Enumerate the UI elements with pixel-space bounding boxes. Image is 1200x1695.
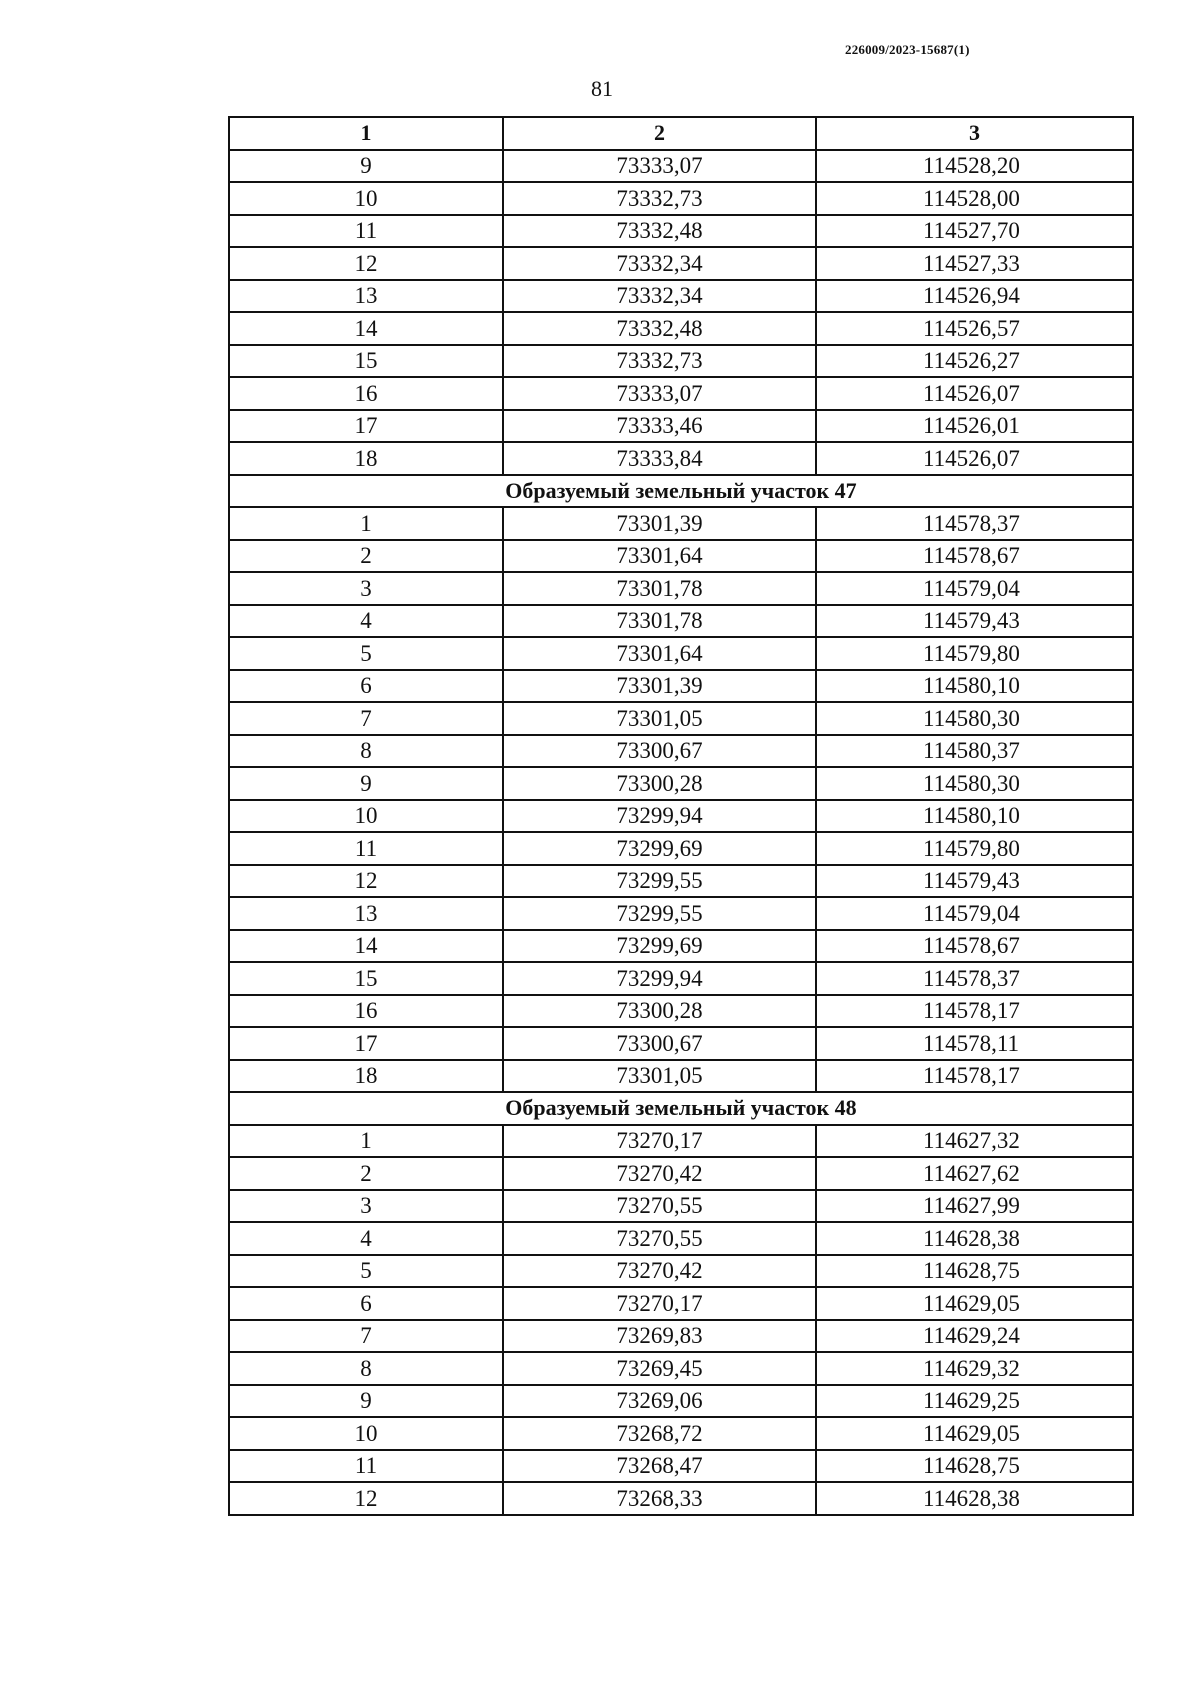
table-header [229, 117, 1133, 150]
x-coordinate-cell: 73300,28 [503, 767, 816, 800]
x-coordinate-cell: 73332,73 [503, 182, 816, 215]
x-coordinate-cell: 73299,69 [503, 832, 816, 865]
y-coordinate-cell: 114578,37 [816, 507, 1133, 540]
y-coordinate-cell: 114578,67 [816, 930, 1133, 963]
y-coordinate-cell: 114579,43 [816, 605, 1133, 638]
point-number-cell: 18 [229, 442, 503, 475]
point-number-cell: 15 [229, 345, 503, 378]
y-coordinate-cell: 114578,11 [816, 1027, 1133, 1060]
y-coordinate-cell: 114579,43 [816, 865, 1133, 898]
page-number: 81 [591, 76, 613, 101]
point-number-cell: 11 [229, 832, 503, 865]
y-coordinate-cell: 114629,05 [816, 1287, 1133, 1320]
table-row [229, 1287, 1133, 1320]
table-row [229, 1417, 1133, 1450]
point-number-cell: 12 [229, 1482, 503, 1515]
x-coordinate-cell: 73332,48 [503, 215, 816, 248]
point-number-cell: 4 [229, 1222, 503, 1255]
y-coordinate-cell: 114629,24 [816, 1320, 1133, 1353]
table-row [229, 637, 1133, 670]
x-coordinate-cell: 73332,34 [503, 247, 816, 280]
point-number-cell: 16 [229, 377, 503, 410]
point-number-cell: 4 [229, 605, 503, 638]
y-coordinate-cell: 114578,17 [816, 1060, 1133, 1093]
point-number-cell: 13 [229, 280, 503, 313]
table-row [229, 735, 1133, 768]
table-row [229, 962, 1133, 995]
x-coordinate-cell: 73269,83 [503, 1320, 816, 1353]
y-coordinate-cell: 114629,25 [816, 1385, 1133, 1418]
x-coordinate-cell: 73269,45 [503, 1352, 816, 1385]
point-number-cell: 9 [229, 150, 503, 183]
point-number-cell: 8 [229, 735, 503, 768]
table-row [229, 410, 1133, 443]
point-number-cell: 14 [229, 312, 503, 345]
y-coordinate-cell: 114528,20 [816, 150, 1133, 183]
table-row [229, 247, 1133, 280]
x-coordinate-cell: 73270,17 [503, 1287, 816, 1320]
x-coordinate-cell: 73301,64 [503, 637, 816, 670]
table-row [229, 1190, 1133, 1223]
table-row [229, 280, 1133, 313]
table-row [229, 182, 1133, 215]
section-title: Образуемый земельный участок 47 [229, 475, 1133, 508]
table-row [229, 605, 1133, 638]
table-row [229, 1450, 1133, 1483]
x-coordinate-cell: 73300,67 [503, 735, 816, 768]
point-number-cell: 3 [229, 572, 503, 605]
document-id: 226009/2023-15687(1) [845, 42, 970, 57]
y-coordinate-cell: 114628,75 [816, 1450, 1133, 1483]
point-number-cell: 14 [229, 930, 503, 963]
table-row [229, 1482, 1133, 1515]
x-coordinate-cell: 73270,17 [503, 1125, 816, 1158]
point-number-cell: 7 [229, 702, 503, 735]
x-coordinate-cell: 73270,55 [503, 1222, 816, 1255]
point-number-cell: 9 [229, 1385, 503, 1418]
x-coordinate-cell: 73268,72 [503, 1417, 816, 1450]
x-coordinate-cell: 73301,39 [503, 670, 816, 703]
y-coordinate-cell: 114580,30 [816, 702, 1133, 735]
table-row [229, 897, 1133, 930]
table-row [229, 1385, 1133, 1418]
point-number-cell: 5 [229, 637, 503, 670]
point-number-cell: 12 [229, 865, 503, 898]
table-row [229, 702, 1133, 735]
y-coordinate-cell: 114580,30 [816, 767, 1133, 800]
x-coordinate-cell: 73332,48 [503, 312, 816, 345]
x-coordinate-cell: 73333,84 [503, 442, 816, 475]
y-coordinate-cell: 114579,04 [816, 572, 1133, 605]
table-row [229, 670, 1133, 703]
y-coordinate-cell: 114627,62 [816, 1157, 1133, 1190]
x-coordinate-cell: 73333,46 [503, 410, 816, 443]
point-number-cell: 9 [229, 767, 503, 800]
y-coordinate-cell: 114526,07 [816, 442, 1133, 475]
y-coordinate-cell: 114579,80 [816, 637, 1133, 670]
x-coordinate-cell: 73299,94 [503, 800, 816, 833]
x-coordinate-cell: 73268,33 [503, 1482, 816, 1515]
y-coordinate-cell: 114579,80 [816, 832, 1133, 865]
point-number-cell: 2 [229, 540, 503, 573]
table-row [229, 865, 1133, 898]
point-number-cell: 12 [229, 247, 503, 280]
y-coordinate-cell: 114579,04 [816, 897, 1133, 930]
table-row [229, 572, 1133, 605]
x-coordinate-cell: 73301,64 [503, 540, 816, 573]
table-row [229, 800, 1133, 833]
table-row [229, 995, 1133, 1028]
y-coordinate-cell: 114628,75 [816, 1255, 1133, 1288]
column-header-3: 3 [816, 117, 1133, 150]
point-number-cell: 7 [229, 1320, 503, 1353]
x-coordinate-cell: 73299,55 [503, 865, 816, 898]
x-coordinate-cell: 73301,39 [503, 507, 816, 540]
column-header-2: 2 [503, 117, 816, 150]
x-coordinate-cell: 73299,55 [503, 897, 816, 930]
y-coordinate-cell: 114628,38 [816, 1222, 1133, 1255]
x-coordinate-cell: 73332,73 [503, 345, 816, 378]
table-row [229, 1060, 1133, 1093]
column-header-1: 1 [229, 117, 503, 150]
point-number-cell: 8 [229, 1352, 503, 1385]
table-row [229, 930, 1133, 963]
y-coordinate-cell: 114526,27 [816, 345, 1133, 378]
table-row [229, 150, 1133, 183]
point-number-cell: 17 [229, 1027, 503, 1060]
y-coordinate-cell: 114526,01 [816, 410, 1133, 443]
point-number-cell: 10 [229, 1417, 503, 1450]
y-coordinate-cell: 114628,38 [816, 1482, 1133, 1515]
y-coordinate-cell: 114627,99 [816, 1190, 1133, 1223]
y-coordinate-cell: 114627,32 [816, 1125, 1133, 1158]
table-row [229, 345, 1133, 378]
y-coordinate-cell: 114528,00 [816, 182, 1133, 215]
table-row [229, 1157, 1133, 1190]
x-coordinate-cell: 73333,07 [503, 377, 816, 410]
y-coordinate-cell: 114578,37 [816, 962, 1133, 995]
y-coordinate-cell: 114629,05 [816, 1417, 1133, 1450]
point-number-cell: 17 [229, 410, 503, 443]
point-number-cell: 11 [229, 1450, 503, 1483]
x-coordinate-cell: 73301,05 [503, 1060, 816, 1093]
y-coordinate-cell: 114629,32 [816, 1352, 1133, 1385]
point-number-cell: 1 [229, 1125, 503, 1158]
point-number-cell: 13 [229, 897, 503, 930]
y-coordinate-cell: 114526,57 [816, 312, 1133, 345]
table-row [229, 1320, 1133, 1353]
point-number-cell: 15 [229, 962, 503, 995]
y-coordinate-cell: 114527,33 [816, 247, 1133, 280]
x-coordinate-cell: 73301,05 [503, 702, 816, 735]
section-header-row [229, 475, 1133, 508]
point-number-cell: 6 [229, 1287, 503, 1320]
y-coordinate-cell: 114526,07 [816, 377, 1133, 410]
x-coordinate-cell: 73333,07 [503, 150, 816, 183]
y-coordinate-cell: 114580,10 [816, 800, 1133, 833]
x-coordinate-cell: 73299,94 [503, 962, 816, 995]
point-number-cell: 18 [229, 1060, 503, 1093]
table-row [229, 442, 1133, 475]
point-number-cell: 11 [229, 215, 503, 248]
x-coordinate-cell: 73300,67 [503, 1027, 816, 1060]
table-row [229, 1352, 1133, 1385]
table-row [229, 540, 1133, 573]
table-body [229, 150, 1133, 1515]
y-coordinate-cell: 114527,70 [816, 215, 1133, 248]
y-coordinate-cell: 114578,17 [816, 995, 1133, 1028]
table-row [229, 1255, 1133, 1288]
page-number-wrapper [0, 76, 1200, 102]
point-number-cell: 3 [229, 1190, 503, 1223]
header-row [229, 117, 1133, 150]
point-number-cell: 10 [229, 182, 503, 215]
table-row [229, 1027, 1133, 1060]
x-coordinate-cell: 73270,42 [503, 1255, 816, 1288]
y-coordinate-cell: 114578,67 [816, 540, 1133, 573]
y-coordinate-cell: 114526,94 [816, 280, 1133, 313]
point-number-cell: 5 [229, 1255, 503, 1288]
coordinates-table [228, 116, 1134, 1516]
section-header-row [229, 1092, 1133, 1125]
section-title: Образуемый земельный участок 48 [229, 1092, 1133, 1125]
x-coordinate-cell: 73300,28 [503, 995, 816, 1028]
table-row [229, 1222, 1133, 1255]
y-coordinate-cell: 114580,37 [816, 735, 1133, 768]
table-row [229, 215, 1133, 248]
x-coordinate-cell: 73332,34 [503, 280, 816, 313]
x-coordinate-cell: 73299,69 [503, 930, 816, 963]
x-coordinate-cell: 73301,78 [503, 605, 816, 638]
point-number-cell: 1 [229, 507, 503, 540]
point-number-cell: 16 [229, 995, 503, 1028]
x-coordinate-cell: 73270,55 [503, 1190, 816, 1223]
table-row [229, 507, 1133, 540]
x-coordinate-cell: 73268,47 [503, 1450, 816, 1483]
table-row [229, 767, 1133, 800]
point-number-cell: 10 [229, 800, 503, 833]
table-row [229, 377, 1133, 410]
table-row [229, 832, 1133, 865]
y-coordinate-cell: 114580,10 [816, 670, 1133, 703]
point-number-cell: 6 [229, 670, 503, 703]
x-coordinate-cell: 73270,42 [503, 1157, 816, 1190]
table-row [229, 1125, 1133, 1158]
x-coordinate-cell: 73301,78 [503, 572, 816, 605]
table-row [229, 312, 1133, 345]
x-coordinate-cell: 73269,06 [503, 1385, 816, 1418]
point-number-cell: 2 [229, 1157, 503, 1190]
